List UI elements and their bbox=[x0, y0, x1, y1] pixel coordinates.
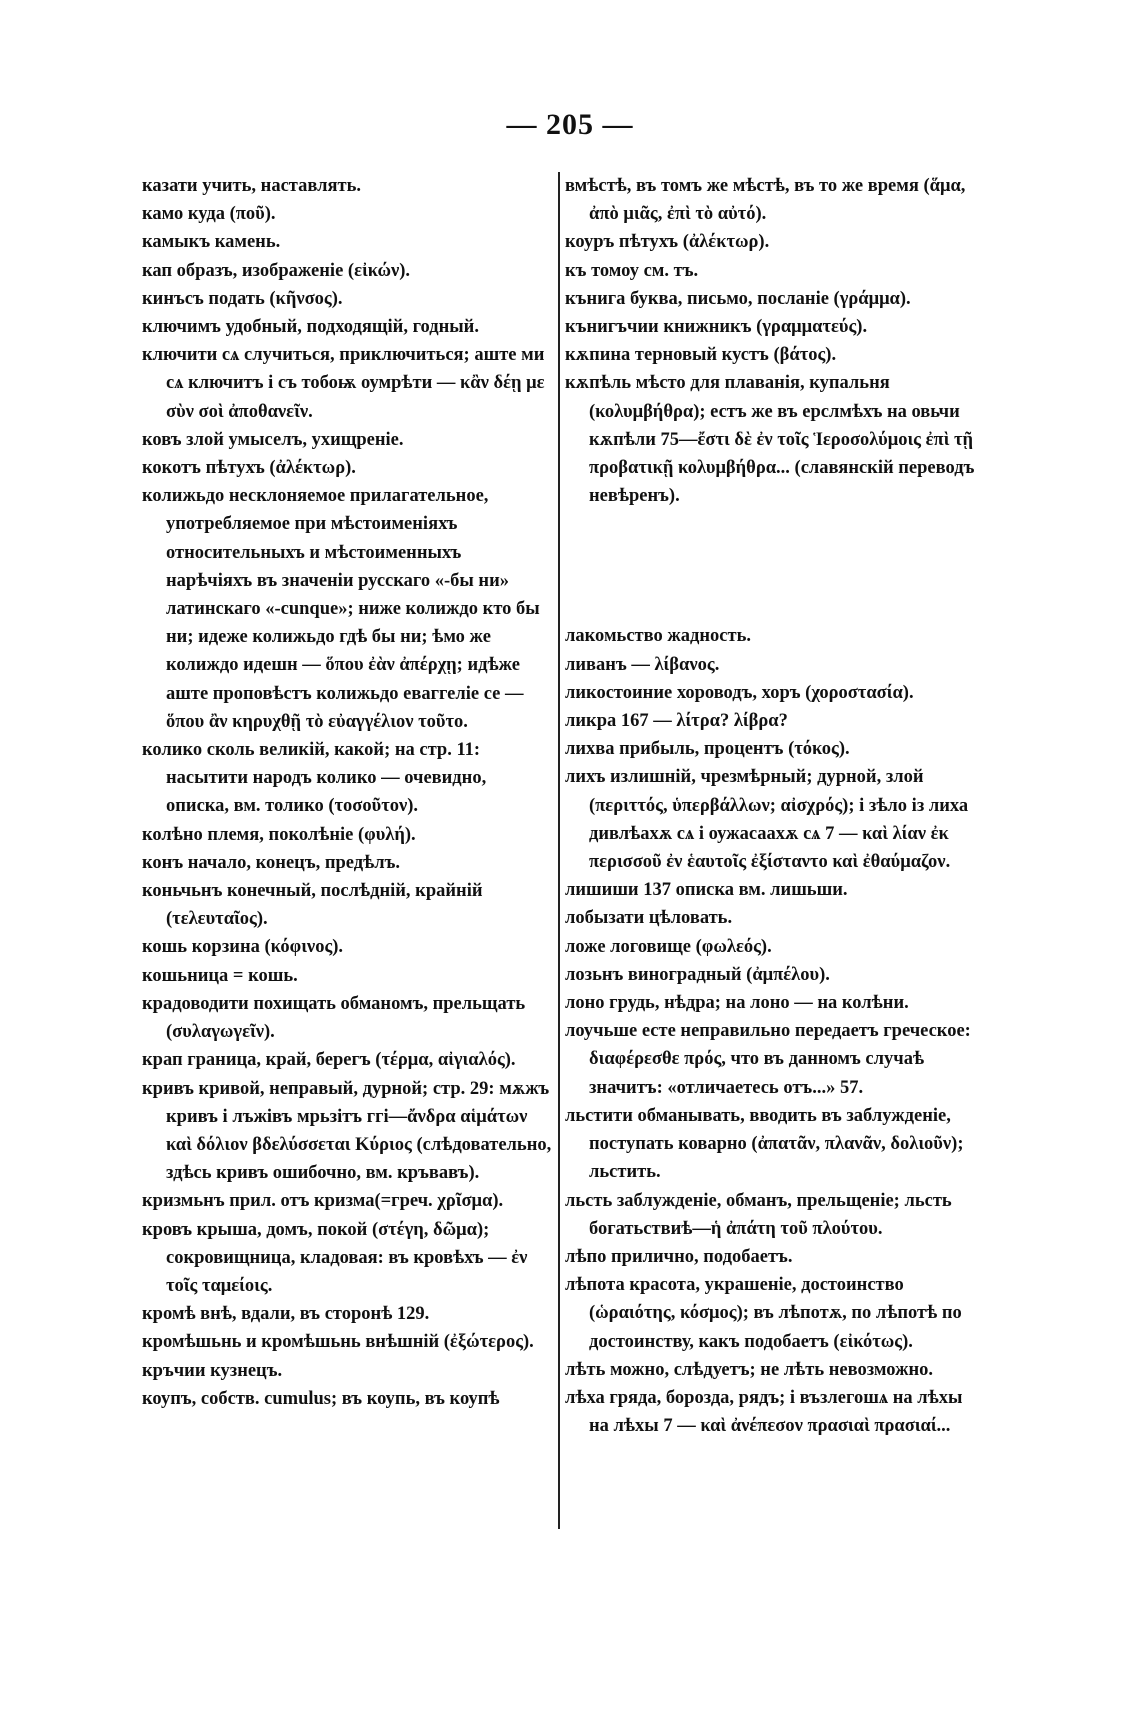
dictionary-entry: кѫпѣль мѣсто для плаванія, купальня (κολυμβήθρα); естъ же въ ерслмѣхъ на овьчи кѫпѣли 75—ἔστι δὲ ἐν τοῖς Ἱεροσολύμοις ἐπὶ τῇ προβατικῇ κολυμβήθρα... (славянскій переводъ невѣренъ). bbox=[565, 373, 975, 507]
dictionary-entry: кошь корзина (κόφινος). bbox=[142, 937, 344, 958]
dictionary-entry: къ томоу см. тъ. bbox=[565, 260, 699, 281]
dictionary-entry: кошьница = кошь. bbox=[142, 965, 298, 986]
left-column bbox=[142, 172, 552, 1413]
dictionary-entry: крап граница, край, берегъ (τέρμα, αἰγιαλός). bbox=[142, 1050, 516, 1071]
dictionary-entry: кръчии кузнецъ. bbox=[142, 1360, 283, 1381]
page-number: — 205 — bbox=[506, 108, 634, 141]
dictionary-entry: лихъ излишній, чрезмѣрный; дурной, злой (περιττός, ὑπερβάλλων; αἰσχρός); і зѣло із лиха дивлѣахѫ сѧ і оужасаахѫ сѧ 7 — καὶ λίαν ἐκ περισσοῦ ἐν ἑαυτοῖς ἐξίσταντο καὶ ἐθαύμαζον. bbox=[565, 767, 969, 873]
dictionary-entry: коуръ пѣтухъ (ἀλέκτωρ). bbox=[565, 232, 770, 253]
dictionary-entry: кинъсъ подать (κῆνσος). bbox=[142, 288, 343, 309]
dictionary-entry: кънигъчии книжникъ (γραμματεύς). bbox=[565, 317, 868, 338]
dictionary-entry: ликра 167 — λίτρα? λίβρα? bbox=[565, 711, 788, 732]
dictionary-entry: лакомьство жадность. bbox=[565, 626, 752, 647]
dictionary-entry: ложе логовище (φωλεός). bbox=[565, 936, 772, 957]
dictionary-entry: лоно грудь, нѣдра; на лоно — на колѣни. bbox=[565, 993, 909, 1014]
dictionary-entry: лѣпота красота, украшеніе, достоинство (ὡραιότης, κόσμος); въ лѣпотѫ, по лѣпотѣ по достоинству, какъ подобаетъ (εἰκότως). bbox=[565, 1275, 962, 1352]
dictionary-entry: ликостоиние хороводъ, хоръ (χοροστασία). bbox=[565, 682, 914, 703]
dictionary-entry: кънига буква, письмо, посланіе (γράμμα). bbox=[565, 288, 911, 309]
dictionary-entry: колико сколь великій, какой; на стр. 11: насытити народъ колико — очевидно, описка, вм. толико (τοσοῦτον). bbox=[142, 740, 487, 817]
dictionary-entry: лѣть можно, слѣдуетъ; не лѣть невозможно. bbox=[565, 1359, 934, 1380]
dictionary-entry: кокотъ пѣтухъ (ἀλέκτωρ). bbox=[142, 458, 356, 479]
dictionary-entry: льсть заблужденіе, обманъ, прельщеніе; льсть богатьствиѣ—ἡ ἀπάτη τοῦ πλούτου. bbox=[565, 1190, 952, 1239]
dictionary-entry: крадоводити похищать обманомъ, прельщать (συλαγωγεῖν). bbox=[142, 993, 526, 1043]
dictionary-entry: кромѣ внѣ, вдали, въ сторонѣ 129. bbox=[142, 1304, 430, 1325]
dictionary-entry: ковъ злой умыселъ, ухищреніе. bbox=[142, 429, 404, 450]
dictionary-entry: ливанъ — λίβανος. bbox=[565, 654, 720, 675]
dictionary-entry: лѣха гряда, борозда, рядъ; і възлегошѧ на лѣхы на лѣхы 7 — καὶ ἀνέπεσον πρασιαὶ πρασιαί... bbox=[565, 1387, 963, 1437]
section-gap bbox=[565, 510, 975, 622]
dictionary-entry: камо куда (ποῦ). bbox=[142, 204, 276, 225]
right-column bbox=[565, 172, 975, 1440]
dictionary-entry: лишиши 137 описка вм. лишьши. bbox=[565, 880, 848, 901]
dictionary-entry: лоучьше есте неправильно передаетъ греческое: διαφέρεσθε πρός, что въ данномъ случаѣ значитъ: «отличаетесь отъ...» 57. bbox=[565, 1021, 971, 1098]
dictionary-entry: лѣпо прилично, подобаетъ. bbox=[565, 1246, 793, 1267]
dictionary-entry: лобызати цѣловать. bbox=[565, 908, 733, 929]
dictionary-entry: камыкъ камень. bbox=[142, 232, 281, 253]
column-divider bbox=[558, 172, 560, 1529]
dictionary-entry: коньчьнъ конечный, послѣдній, крайній (τελευταῖος). bbox=[142, 881, 483, 930]
dictionary-entry: льстити обманывать, вводить въ заблужденіе, поступать коварно (ἀπατᾶν, πλανᾶν, δολιοῦν); льстить. bbox=[565, 1105, 964, 1183]
dictionary-entry: колѣно племя, поколѣніе (φυλή). bbox=[142, 824, 416, 845]
dictionary-entry: вмѣстѣ, въ томъ же мѣстѣ, въ то же время (ἅμα, ἀπὸ μιᾶς, ἐπὶ τὸ αὐτό). bbox=[565, 176, 966, 225]
dictionary-entry: лихва прибыль, процентъ (τόκος). bbox=[565, 739, 850, 760]
dictionary-entry: кромѣшьнь и кромѣшьнь внѣшній (ἐξώτερος). bbox=[142, 1332, 534, 1353]
dictionary-entry: лозьнъ виноградный (ἀμπέλου). bbox=[565, 964, 830, 985]
dictionary-entry: кровъ крыша, домъ, покой (στέγη, δῶμα); сокровищница, кладовая: въ кровѣхъ — ἐν τοῖς ταμείοις. bbox=[142, 1219, 528, 1296]
dictionary-entry: ключити сѧ случиться, приключиться; аште ми сѧ ключитъ і съ тобоѭ оумрѣти — κἂν δέῃ με σὺν σοὶ ἀποθανεῖν. bbox=[142, 345, 545, 422]
dictionary-entry: казати учить, наставлять. bbox=[142, 176, 361, 196]
dictionary-entry: коупъ, собств. cumulus; въ коупь, въ коупѣ bbox=[142, 1388, 500, 1409]
dictionary-entry: конъ начало, конецъ, предѣлъ. bbox=[142, 852, 401, 873]
dictionary-entry: кривъ кривой, неправый, дурной; стр. 29: мѫжъ кривъ і лъжівъ мрьзітъ ггі—ἄνδρα αἱμάτων καὶ δόλιον βδελύσσεται Κύριος (слѣдовательно, здѣсь кривъ ошибочно, вм. кръвавъ). bbox=[142, 1078, 552, 1184]
dictionary-entry: ключимъ удобный, подходящій, годный. bbox=[142, 317, 479, 338]
dictionary-entry: кѫпина терновый кустъ (βάτος). bbox=[565, 345, 837, 366]
dictionary-entry: кризмьнъ прил. отъ кризма(=греч. χρῖσμα). bbox=[142, 1191, 504, 1212]
dictionary-entry: кап образъ, изображеніе (εἰκών). bbox=[142, 260, 411, 281]
dictionary-entry: колижьдо несклоняемое прилагательное, употребляемое при мѣстоименіяхъ относительныхъ и мѣстоименныхъ нарѣчіяхъ въ значеніи русскаго «-бы ни» латинскаго «-cunque»; ниже колиждо кто бы ни; идеже колижьдо гдѣ бы ни; ѣмо же колиждо идешн — ὅπου ἐὰν ἀπέρχῃ; идѣже аште проповѣстъ колижьдо еваггеліе се — ὅπου ἂν κηρυχθῇ τὸ εὐαγγέλιον τοῦτο. bbox=[142, 486, 540, 732]
